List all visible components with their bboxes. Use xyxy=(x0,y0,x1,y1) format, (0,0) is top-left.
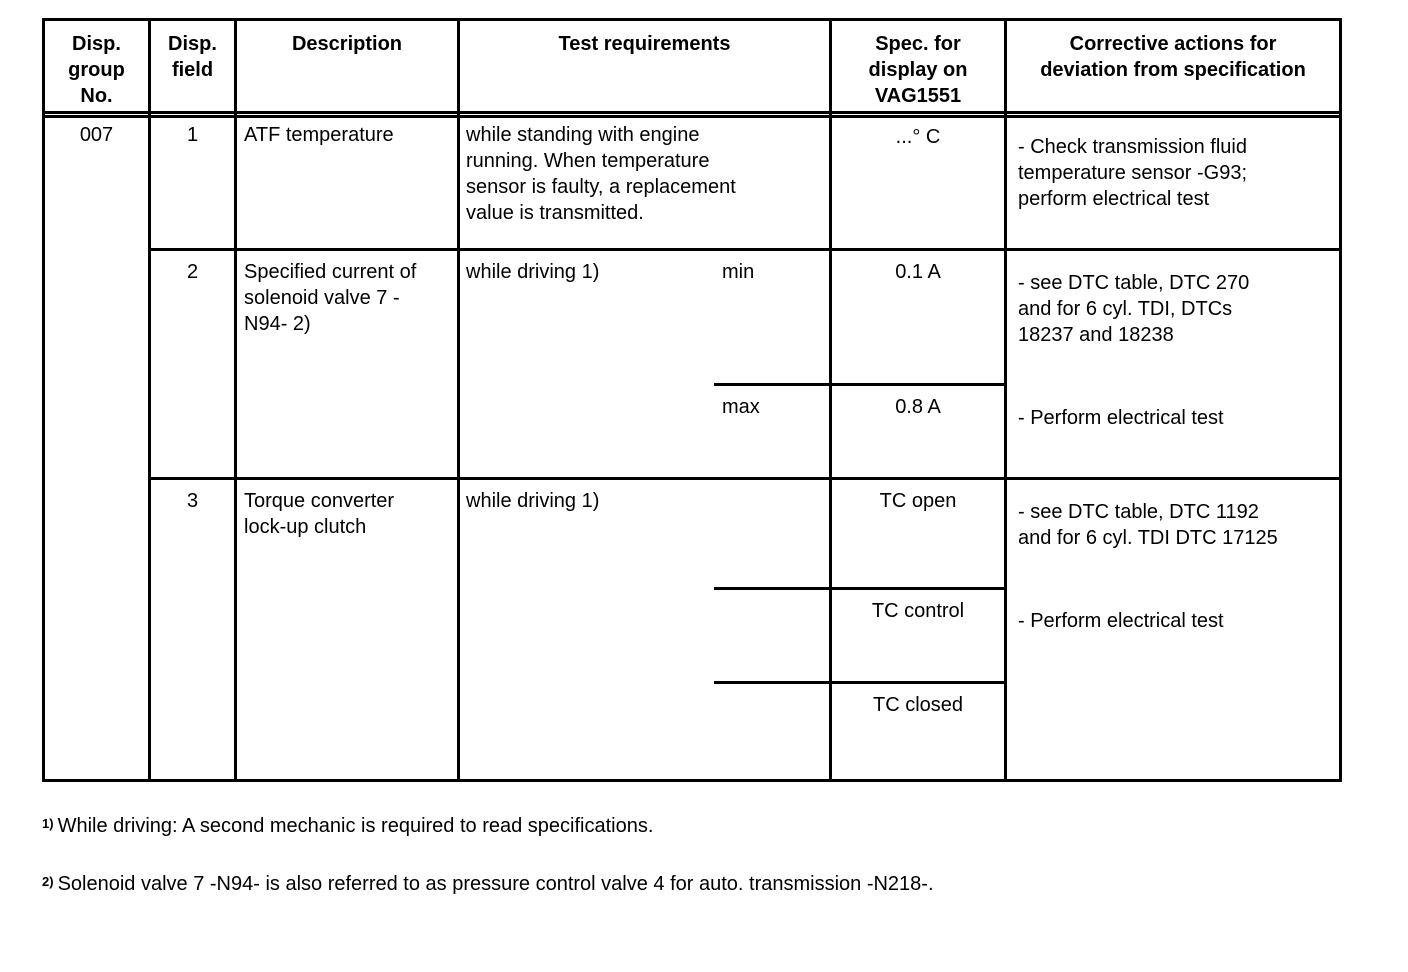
col-divider-5 xyxy=(1004,18,1007,782)
footnote-2 xyxy=(42,871,934,899)
row3-corrective-2: - Perform electrical test xyxy=(1018,610,1224,632)
footnote-2-text: Solenoid valve 7 -N94- is also referred to as pressure control valve 4 for auto. transmission -N218-. xyxy=(57,873,934,895)
header-field: Disp. field xyxy=(168,33,217,81)
row2-description: Specified current of solenoid valve 7 - N94- 2) xyxy=(244,261,417,335)
header-spec: Spec. for display on VAG1551 xyxy=(868,33,968,107)
group-number: 007 xyxy=(79,124,114,146)
footnote-1-mark: 1) xyxy=(42,816,54,831)
col-divider-2 xyxy=(234,18,237,782)
row2-corrective-1: - see DTC table, DTC 270 and for 6 cyl. TDI, DTCs 18237 and 18238 xyxy=(1018,272,1250,346)
row2-spec-max: 0.8 A xyxy=(895,396,941,418)
row1-spec: ...° C xyxy=(895,126,941,148)
table-border-right xyxy=(1339,18,1342,782)
table-border-top xyxy=(42,18,1342,21)
header-corrective-actions: Corrective actions for deviation from specification xyxy=(1040,33,1306,81)
row2-sub-divider xyxy=(714,383,1005,386)
header-description: Description xyxy=(291,33,403,55)
row1-divider xyxy=(149,248,1342,251)
row1-test-requirements: while standing with engine running. When temperature sensor is faulty, a replacement value is transmitted. xyxy=(466,124,736,224)
row3-spec-open: TC open xyxy=(879,490,957,512)
row3-spec-closed: TC closed xyxy=(872,694,964,716)
footnote-1-text: While driving: A second mechanic is required to read specifications. xyxy=(57,815,654,837)
footnote-1 xyxy=(42,813,653,841)
row2-test-requirements: while driving 1) xyxy=(466,261,600,283)
row3-sub-divider-1 xyxy=(714,587,1005,590)
row3-test-requirements: while driving 1) xyxy=(466,490,600,512)
footnote-2-mark: 2) xyxy=(42,874,54,889)
header-divider-double xyxy=(42,115,1342,118)
row2-field: 2 xyxy=(186,261,199,283)
header-divider xyxy=(42,111,1342,114)
header-test-requirements: Test requirements xyxy=(558,33,731,55)
row1-field: 1 xyxy=(186,124,199,146)
row3-sub-divider-2 xyxy=(714,681,1005,684)
row1-description: ATF temperature xyxy=(244,124,394,146)
row3-corrective-1: - see DTC table, DTC 1192 and for 6 cyl. TDI DTC 17125 xyxy=(1018,501,1278,549)
row2-min-label: min xyxy=(722,261,755,283)
table-border-bottom xyxy=(42,779,1342,782)
col-divider-3 xyxy=(457,18,460,782)
diagnostic-table xyxy=(42,18,1342,782)
row2-divider xyxy=(149,477,1342,480)
row2-spec-min: 0.1 A xyxy=(895,261,941,283)
row3-field: 3 xyxy=(186,490,199,512)
row1-corrective: - Check transmission fluid temperature sensor -G93; perform electrical test xyxy=(1018,136,1247,210)
header-group-no: Disp. group No. xyxy=(68,33,125,107)
row3-spec-control: TC control xyxy=(871,600,965,622)
row2-max-label: max xyxy=(722,396,760,418)
row2-corrective-2: - Perform electrical test xyxy=(1018,407,1224,429)
row3-description: Torque converter lock-up clutch xyxy=(244,490,395,538)
